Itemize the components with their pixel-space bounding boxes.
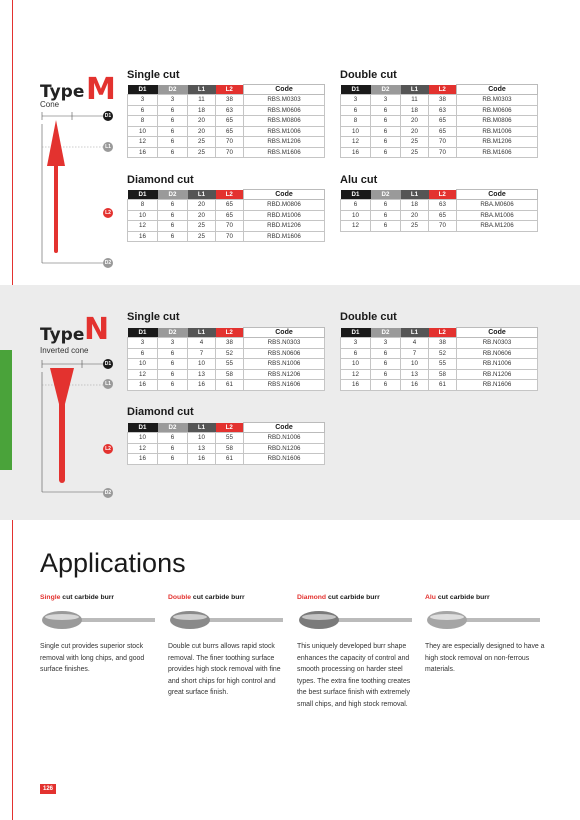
- type-m-alu-title: Alu cut: [340, 174, 378, 186]
- dimension-cell: 10: [128, 210, 158, 221]
- dimension-cell: 4: [401, 338, 429, 349]
- table-row: [341, 126, 538, 137]
- dimension-cell: 12: [128, 443, 158, 454]
- label-rest: cut carbide burr: [435, 594, 490, 601]
- col-l1: L1: [188, 423, 216, 433]
- type-m-word: Type: [40, 82, 85, 102]
- application-text: This uniquely developed burr shape enhances the capacity of control and smooth processing on harder steel types. The extra fine toothing creates the best surface finish with extremely small chips, and high stock removal.: [297, 643, 411, 708]
- dimension-cell: 6: [158, 221, 188, 232]
- dimension-cell: 6: [158, 443, 188, 454]
- dimension-cell: 6: [158, 454, 188, 465]
- code-cell: RB.M0806: [457, 116, 538, 127]
- dimension-cell: 70: [216, 147, 244, 158]
- dimension-cell: 6: [371, 369, 401, 380]
- dimension-cell: 13: [188, 369, 216, 380]
- code-cell: RBS.N0303: [244, 338, 325, 349]
- diamond-cut-burr-image: [297, 609, 412, 631]
- col-l2: L2: [216, 423, 244, 433]
- dimension-cell: 3: [128, 338, 158, 349]
- dimension-cell: 6: [128, 105, 158, 116]
- table-row: [341, 359, 538, 370]
- col-l2: L2: [216, 190, 244, 200]
- type-m-single-title: Single cut: [127, 69, 180, 81]
- col-l2: L2: [429, 328, 457, 338]
- type-n-letter: N: [84, 312, 110, 347]
- dimension-cell: 6: [158, 105, 188, 116]
- table-row: [341, 210, 538, 221]
- dimension-cell: 63: [429, 105, 457, 116]
- dimension-cell: 65: [216, 200, 244, 211]
- col-code: Code: [244, 328, 325, 338]
- dimension-cell: 12: [128, 137, 158, 148]
- table-row: [341, 380, 538, 391]
- code-cell: RB.M1206: [457, 137, 538, 148]
- dimension-cell: 16: [341, 380, 371, 391]
- type-n-subtitle: Inverted cone: [40, 346, 89, 355]
- table-row: [128, 210, 325, 221]
- code-cell: RBD.N1006: [244, 433, 325, 444]
- dimension-cell: 10: [188, 433, 216, 444]
- table-row: [128, 454, 325, 465]
- code-cell: RBD.M1206: [244, 221, 325, 232]
- dimension-cell: 70: [216, 221, 244, 232]
- dimension-cell: 70: [429, 147, 457, 158]
- col-code: Code: [244, 85, 325, 95]
- type-n-word: Type: [40, 325, 85, 345]
- dimension-cell: 18: [401, 200, 429, 211]
- label-highlight: Alu: [425, 594, 436, 601]
- dimension-cell: 65: [216, 210, 244, 221]
- dimension-cell: 6: [371, 137, 401, 148]
- col-d2: D2: [158, 190, 188, 200]
- dimension-cell: 70: [216, 137, 244, 148]
- application-double: [168, 594, 288, 699]
- dimension-cell: 10: [341, 126, 371, 137]
- dimension-cell: 16: [188, 454, 216, 465]
- dimension-cell: 12: [341, 137, 371, 148]
- dimension-cell: 6: [371, 200, 401, 211]
- dimension-cell: 6: [158, 210, 188, 221]
- dimension-cell: 10: [401, 359, 429, 370]
- marker-l2: L2: [103, 208, 113, 218]
- type-n-double-title: Double cut: [340, 311, 397, 323]
- dimension-cell: 10: [341, 210, 371, 221]
- application-text: Single cut provides superior stock removal with long chips, and good surface finishes.: [40, 643, 145, 674]
- label-rest: cut carbide burr: [326, 594, 380, 601]
- application-label: [297, 594, 417, 601]
- table-row: [341, 95, 538, 106]
- application-text: Double cut burrs allows rapid stock removal. The finer toothing surface provides high stock removal with fine and short chips for high control and great surface finish.: [168, 643, 281, 697]
- dimension-cell: 55: [429, 359, 457, 370]
- dimension-cell: 16: [128, 147, 158, 158]
- cone-burr-drawing: [38, 108, 118, 273]
- dimension-cell: 6: [128, 348, 158, 359]
- dimension-cell: 6: [158, 147, 188, 158]
- col-d1: D1: [128, 328, 158, 338]
- application-alu: [425, 594, 545, 676]
- code-cell: RB.M1006: [457, 126, 538, 137]
- inverted-cone-burr-drawing: [38, 356, 118, 501]
- dimension-cell: 65: [216, 126, 244, 137]
- dimension-cell: 8: [128, 116, 158, 127]
- dimension-cell: 11: [188, 95, 216, 106]
- col-d1: D1: [128, 190, 158, 200]
- table-row: [128, 433, 325, 444]
- type-m-diamond-title: Diamond cut: [127, 174, 194, 186]
- dimension-cell: 3: [158, 95, 188, 106]
- dimension-cell: 3: [371, 95, 401, 106]
- dimension-cell: 25: [188, 147, 216, 158]
- dimension-cell: 58: [216, 369, 244, 380]
- dimension-cell: 6: [371, 116, 401, 127]
- type-n-double-table: [340, 327, 538, 391]
- type-n-diamond-title: Diamond cut: [127, 406, 194, 418]
- type-m-double-title: Double cut: [340, 69, 397, 81]
- table-row: [341, 369, 538, 380]
- code-cell: RBA.M0606: [457, 200, 538, 211]
- dimension-cell: 6: [341, 105, 371, 116]
- dimension-cell: 16: [128, 454, 158, 465]
- table-row: [128, 443, 325, 454]
- code-cell: RB.M0303: [457, 95, 538, 106]
- dimension-cell: 20: [188, 126, 216, 137]
- col-d2: D2: [158, 328, 188, 338]
- dimension-cell: 18: [401, 105, 429, 116]
- label-rest: cut carbide burr: [60, 594, 115, 601]
- dimension-cell: 65: [429, 210, 457, 221]
- dimension-cell: 61: [216, 454, 244, 465]
- col-d1: D1: [128, 423, 158, 433]
- col-d2: D2: [158, 85, 188, 95]
- type-m-subtitle: Cone: [40, 100, 60, 109]
- dimension-cell: 25: [401, 147, 429, 158]
- chapter-tab: [0, 350, 12, 470]
- dimension-cell: 55: [216, 359, 244, 370]
- dimension-cell: 70: [429, 221, 457, 232]
- table-row: [341, 116, 538, 127]
- code-cell: RBS.M1606: [244, 147, 325, 158]
- col-code: Code: [457, 328, 538, 338]
- col-code: Code: [244, 190, 325, 200]
- col-code: Code: [244, 423, 325, 433]
- dimension-cell: 38: [216, 338, 244, 349]
- table-row: [128, 348, 325, 359]
- col-d2: D2: [371, 328, 401, 338]
- type-n-single-table: [127, 327, 325, 391]
- col-l1: L1: [401, 190, 429, 200]
- application-diamond: [297, 594, 417, 711]
- col-l1: L1: [188, 328, 216, 338]
- col-l2: L2: [429, 190, 457, 200]
- code-cell: RB.N1606: [457, 380, 538, 391]
- dimension-cell: 16: [128, 231, 158, 242]
- dimension-cell: 8: [128, 200, 158, 211]
- col-l1: L1: [188, 85, 216, 95]
- type-m-double-table: [340, 84, 538, 158]
- dimension-cell: 20: [188, 210, 216, 221]
- label-highlight: Single: [40, 594, 61, 601]
- table-row: [128, 380, 325, 391]
- col-l2: L2: [429, 85, 457, 95]
- dimension-cell: 65: [429, 126, 457, 137]
- dimension-cell: 10: [341, 359, 371, 370]
- dimension-cell: 6: [158, 231, 188, 242]
- marker-d2: D2: [104, 490, 112, 496]
- code-cell: RBS.M0606: [244, 105, 325, 116]
- code-cell: RBS.N1606: [244, 380, 325, 391]
- dimension-cell: 25: [188, 137, 216, 148]
- type-n-single-title: Single cut: [127, 311, 180, 323]
- page-number: 126: [40, 784, 56, 794]
- code-cell: RBS.N1206: [244, 369, 325, 380]
- table-row: [341, 221, 538, 232]
- dimension-cell: 6: [371, 105, 401, 116]
- code-cell: RB.N1006: [457, 359, 538, 370]
- col-l1: L1: [188, 190, 216, 200]
- col-l1: L1: [401, 85, 429, 95]
- dimension-cell: 6: [371, 348, 401, 359]
- dimension-cell: 10: [128, 359, 158, 370]
- dimension-cell: 6: [341, 348, 371, 359]
- table-row: [128, 369, 325, 380]
- col-d1: D1: [128, 85, 158, 95]
- type-n-diamond-table: [127, 422, 325, 465]
- dimension-cell: 6: [158, 116, 188, 127]
- marker-d1: D1: [104, 361, 112, 367]
- dimension-cell: 20: [188, 200, 216, 211]
- type-m-diamond-table: [127, 189, 325, 242]
- dimension-cell: 3: [341, 95, 371, 106]
- dimension-cell: 6: [158, 369, 188, 380]
- type-m-letter: M: [86, 72, 116, 107]
- code-cell: RBS.M1006: [244, 126, 325, 137]
- table-row: [341, 105, 538, 116]
- table-row: [341, 338, 538, 349]
- application-single: [40, 594, 160, 676]
- dimension-cell: 18: [188, 105, 216, 116]
- applications-heading: Applications: [40, 548, 186, 578]
- type-m-single-table: [127, 84, 325, 158]
- col-d1: D1: [341, 190, 371, 200]
- dimension-cell: 6: [158, 380, 188, 391]
- dimension-cell: 12: [341, 221, 371, 232]
- dimension-cell: 6: [371, 359, 401, 370]
- code-cell: RB.N0303: [457, 338, 538, 349]
- dimension-cell: 8: [341, 116, 371, 127]
- dimension-cell: 13: [188, 443, 216, 454]
- code-cell: RB.M1606: [457, 147, 538, 158]
- marker-d1: D1: [104, 113, 112, 119]
- dimension-cell: 10: [188, 359, 216, 370]
- dimension-cell: 10: [128, 126, 158, 137]
- dimension-cell: 12: [128, 221, 158, 232]
- dimension-cell: 61: [429, 380, 457, 391]
- code-cell: RBD.M1606: [244, 231, 325, 242]
- dimension-cell: 16: [188, 380, 216, 391]
- dimension-cell: 6: [158, 359, 188, 370]
- dimension-cell: 38: [216, 95, 244, 106]
- dimension-cell: 16: [401, 380, 429, 391]
- code-cell: RBD.M0806: [244, 200, 325, 211]
- dimension-cell: 10: [128, 433, 158, 444]
- single-cut-burr-image: [40, 609, 155, 631]
- marker-d2: D2: [104, 260, 112, 266]
- dimension-cell: 6: [158, 433, 188, 444]
- dimension-cell: 6: [371, 147, 401, 158]
- dimension-cell: 38: [429, 338, 457, 349]
- dimension-cell: 6: [371, 380, 401, 391]
- table-row: [341, 348, 538, 359]
- dimension-cell: 16: [341, 147, 371, 158]
- dimension-cell: 63: [216, 105, 244, 116]
- application-label: [168, 594, 288, 601]
- dimension-cell: 3: [371, 338, 401, 349]
- dimension-cell: 58: [216, 443, 244, 454]
- dimension-cell: 65: [216, 116, 244, 127]
- dimension-cell: 20: [188, 116, 216, 127]
- dimension-cell: 70: [429, 137, 457, 148]
- col-d2: D2: [371, 85, 401, 95]
- dimension-cell: 58: [429, 369, 457, 380]
- dimension-cell: 6: [371, 221, 401, 232]
- application-text: They are especially designed to have a high stock removal on non-ferrous materials.: [425, 643, 545, 674]
- col-d2: D2: [158, 423, 188, 433]
- code-cell: RBS.N1006: [244, 359, 325, 370]
- dimension-cell: 70: [216, 231, 244, 242]
- table-row: [128, 126, 325, 137]
- dimension-cell: 63: [429, 200, 457, 211]
- dimension-cell: 6: [158, 126, 188, 137]
- table-row: [128, 116, 325, 127]
- dimension-cell: 52: [429, 348, 457, 359]
- marker-l1: L1: [103, 379, 113, 389]
- table-row: [128, 147, 325, 158]
- dimension-cell: 25: [401, 137, 429, 148]
- alu-cut-burr-image: [425, 609, 540, 631]
- dimension-cell: 65: [429, 116, 457, 127]
- code-cell: RB.N1206: [457, 369, 538, 380]
- dimension-cell: 20: [401, 116, 429, 127]
- table-row: [128, 95, 325, 106]
- code-cell: RBS.M1206: [244, 137, 325, 148]
- table-row: [341, 137, 538, 148]
- table-row: [128, 105, 325, 116]
- double-cut-burr-image: [168, 609, 283, 631]
- table-row: [128, 231, 325, 242]
- dimension-cell: 6: [371, 210, 401, 221]
- code-cell: RBS.M0806: [244, 116, 325, 127]
- col-code: Code: [457, 190, 538, 200]
- table-row: [128, 338, 325, 349]
- type-m-alu-table: [340, 189, 538, 232]
- label-highlight: Double: [168, 594, 192, 601]
- label-rest: cut carbide burr: [191, 594, 245, 601]
- code-cell: RBD.M1006: [244, 210, 325, 221]
- dimension-cell: 55: [216, 433, 244, 444]
- code-cell: RBA.M1006: [457, 210, 538, 221]
- dimension-cell: 11: [401, 95, 429, 106]
- table-row: [128, 221, 325, 232]
- table-row: [128, 359, 325, 370]
- col-l2: L2: [216, 328, 244, 338]
- col-code: Code: [457, 85, 538, 95]
- dimension-cell: 6: [158, 348, 188, 359]
- col-d1: D1: [341, 328, 371, 338]
- dimension-cell: 25: [188, 221, 216, 232]
- dimension-cell: 20: [401, 210, 429, 221]
- code-cell: RBD.N1606: [244, 454, 325, 465]
- dimension-cell: 25: [401, 221, 429, 232]
- dimension-cell: 7: [188, 348, 216, 359]
- marker-l1: L1: [103, 142, 113, 152]
- table-row: [128, 200, 325, 211]
- dimension-cell: 7: [401, 348, 429, 359]
- dimension-cell: 25: [188, 231, 216, 242]
- dimension-cell: 38: [429, 95, 457, 106]
- col-l1: L1: [401, 328, 429, 338]
- col-l2: L2: [216, 85, 244, 95]
- dimension-cell: 3: [341, 338, 371, 349]
- label-highlight: Diamond: [297, 594, 327, 601]
- dimension-cell: 61: [216, 380, 244, 391]
- code-cell: RBA.M1206: [457, 221, 538, 232]
- application-label: [425, 594, 545, 601]
- dimension-cell: 6: [158, 137, 188, 148]
- dimension-cell: 12: [128, 369, 158, 380]
- dimension-cell: 3: [158, 338, 188, 349]
- dimension-cell: 52: [216, 348, 244, 359]
- table-row: [128, 137, 325, 148]
- table-row: [341, 200, 538, 211]
- dimension-cell: 4: [188, 338, 216, 349]
- code-cell: RBD.N1206: [244, 443, 325, 454]
- col-d1: D1: [341, 85, 371, 95]
- dimension-cell: 3: [128, 95, 158, 106]
- dimension-cell: 6: [341, 200, 371, 211]
- code-cell: RB.N0606: [457, 348, 538, 359]
- code-cell: RBS.M0303: [244, 95, 325, 106]
- code-cell: RBS.N0606: [244, 348, 325, 359]
- dimension-cell: 12: [341, 369, 371, 380]
- dimension-cell: 13: [401, 369, 429, 380]
- code-cell: RB.M0606: [457, 105, 538, 116]
- dimension-cell: 16: [128, 380, 158, 391]
- marker-l2: L2: [103, 444, 113, 454]
- dimension-cell: 6: [158, 200, 188, 211]
- application-label: [40, 594, 160, 601]
- dimension-cell: 20: [401, 126, 429, 137]
- table-row: [341, 147, 538, 158]
- dimension-cell: 6: [371, 126, 401, 137]
- col-d2: D2: [371, 190, 401, 200]
